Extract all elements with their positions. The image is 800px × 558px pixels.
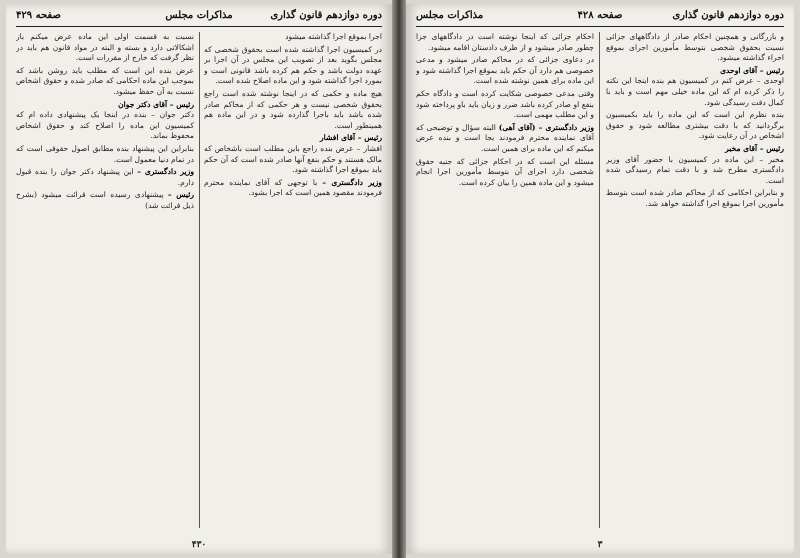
left-page-footer-number: ۴۳۰ <box>191 540 207 550</box>
right-page-title: مذاکرات مجلس <box>416 10 484 21</box>
paragraph: وقتی مدعی خصوصی شکایت کرده است و دادگاه حکم بنفع او صادر کرده باشد ضرر و زیان باید باو پرداخته شود و این مطلب مهمی است. <box>416 88 594 120</box>
paragraph: وزیر دادگستری – با توجهی که آقای نماینده محترم فرمودند مقصود همین است که اجرا بشود. <box>204 177 382 198</box>
book-gutter <box>392 0 406 558</box>
speaker-name: رئیس – آقای دکتر جوان <box>118 99 194 109</box>
paragraph: رئیس – پیشنهادی رسیده است قرائت میشود (بشرح ذیل قرائت شد) <box>16 190 194 210</box>
speaker-name: رئیس – آقای افشار <box>320 133 382 143</box>
paragraph: و بنابراین احکامی که از محاکم صادر شده است بتوسط مأمورین اجرا بموقع اجرا گذاشته خواهد شد. <box>606 188 784 208</box>
left-page-number-label: صفحه ۴۲۹ <box>16 10 61 21</box>
right-page <box>406 4 794 554</box>
paragraph: رئیس – آقای افشار افشار – عرض بنده راجع باین مطلب است باشخاص که مالک هستند و حکم بنفع آنها صادر شده است که آن حکم باید بموقع اجرا گذاشته شود. <box>204 133 382 175</box>
paragraph: وزیر دادگستری – (آقای آهی) البته سؤال و توضیحی که آقای نماینده محترم فرمودند بجا است و بنده عرض میکنم که این ماده برای همین است. <box>416 122 594 153</box>
paragraph: وزیر دادگستری – این پیشنهاد دکتر جوان را بنده قبول دارم. <box>16 167 194 187</box>
right-page-footer-number: ۳ <box>597 540 603 550</box>
speaker-name: رئیس – <box>167 190 194 200</box>
paragraph: عرض بنده این است که مطلب باید روشن باشد که بموجب این ماده احکامی که صادر شده و حقوق اشخاص نسبت به آن حفظ میشود. <box>16 65 194 96</box>
left-page-right-column <box>204 32 382 532</box>
left-page <box>6 4 392 554</box>
right-header-rule <box>416 26 784 27</box>
paragraph: اجرا بموقع اجرا گذاشته میشود <box>285 32 382 41</box>
paragraph: رئیس – آقای اوحدی اوحدی – عرض کنم در کمیسیون هم بنده اینجا این نکته را ذکر کرده ام که این ماده خیلی مهم است و باید با کمال دقت رسیدگی شود. <box>606 65 784 107</box>
right-page-right-column <box>606 32 784 532</box>
right-page-left-column <box>416 32 594 532</box>
left-page-header <box>16 8 382 26</box>
left-page-title: مذاکرات مجلس <box>165 10 233 21</box>
speaker-name: رئیس – آقای اوحدی <box>720 65 784 75</box>
right-column-divider <box>599 32 600 528</box>
left-page-left-column <box>16 32 194 532</box>
paragraph: مسئله این است که در احکام جزائی که جنبه حقوق شخصی دارد اجرای آن بتوسط مأمورین اجرا انجام میشود و این ماده همین را بیان کرده است. <box>416 156 594 187</box>
paragraph: رئیس – آقای مخبر مخبر – این ماده در کمیسیون با حضور آقای وزیر دادگستری مطرح شد و با دقت تمام رسیدگی شده است. <box>606 143 784 185</box>
paragraph: هیچ ماده و حکمی که در اینجا نوشته شده است راجع بحقوق شخصی نیست و هر حکمی که از محاکم صادر شده باشد باید باجرا گذارده شود و در این ماده هم همینطور است. <box>204 88 382 130</box>
left-header-rule <box>16 26 382 27</box>
paragraph: احکام جزائی که اینجا نوشته است در دادگاههای جزا چطور صادر میشود و از طرف دادستان اقامه میشود. <box>416 32 594 52</box>
speaker-name: وزیر دادگستری – <box>322 177 382 187</box>
speaker-name: وزیر دادگستری – (آقای آهی) <box>498 122 594 132</box>
paragraph: و بازرگانی و همچنین احکام صادر از دادگاههای جزائی نسبت بحقوق شخصی بتوسط مأمورین اجرای بموقع اجراء گذاشته میشود. <box>606 32 784 63</box>
paragraph: در دعاوی جزائی که در محاکم صادر میشود و مدعی خصوصی هم دارد آن حکم باید بموقع اجرا گذاشته شود و این ماده برای همین نوشته شده است. <box>416 55 594 86</box>
paragraph: رئیس – آقای دکتر جوان دکتر جوان – بنده در اینجا یک پیشنهادی داده ام که کمیسیون این ماده را اصلاح کند و حقوق اشخاص محفوظ بماند. <box>16 99 194 141</box>
left-column-divider <box>199 32 200 528</box>
paragraph: نسبت به قسمت اولی این ماده عرض میکنم باز اشکالاتی دارد و بسته و البته در مواد قانون هم باید در نظر گرفت که خارج از مقررات است. <box>16 32 194 63</box>
left-page-subtitle: دوره دوازدهم قانون گذاری <box>270 10 382 21</box>
speaker-name: رئیس – آقای مخبر <box>725 143 784 153</box>
right-page-header <box>416 8 784 26</box>
paragraph: بنابراین این پیشنهاد بنده مطابق اصول حقوقی است که در تمام دنیا معمول است. <box>16 143 194 164</box>
right-page-number-label: صفحه ۴۲۸ <box>577 10 623 21</box>
right-page-subtitle: دوره دوازدهم قانون گذاری <box>672 10 784 21</box>
speaker-name: وزیر دادگستری – <box>137 167 194 177</box>
paragraph: بنده نظرم این است که این ماده را باید بکمیسیون برگردانید که با دقت بیشتری مطالعه شود و حقوق اشخاص در آن رعایت شود. <box>606 110 784 141</box>
paragraph: در کمیسیون اجرا گذاشته شده است بحقوق شخصی که مجلس بگوید بعد از تصویب این مجلس در آن اجرا بر عهده دولت باشد و حکم هم کرده باشد قانونی است و بمورد اجرا گذاشته شود و این ماده اصلاح شده است. <box>204 44 382 86</box>
